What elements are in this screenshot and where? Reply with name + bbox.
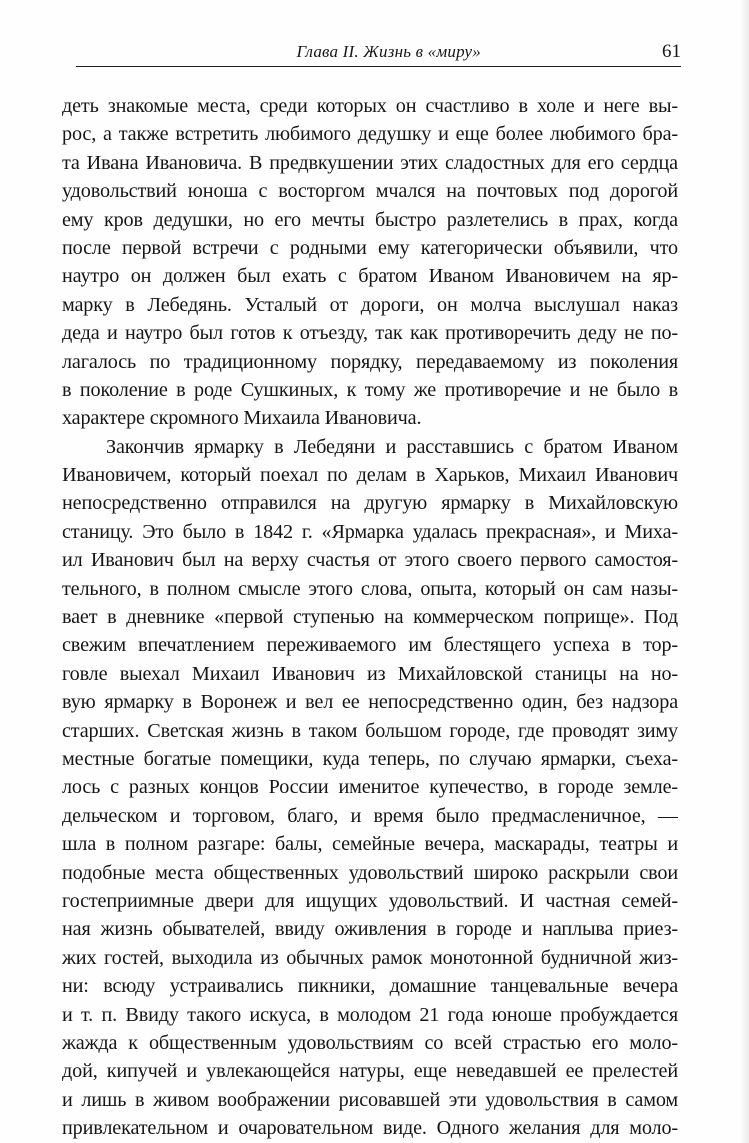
text-line: говле выехал Михаил Иванович из Михайловской станицы на но- xyxy=(62,662,678,685)
text-line: подобные места общественных удовольствий широко раскрыли свои xyxy=(62,861,678,884)
text-line: лагалось по традиционному порядку, передаваемому из поколения xyxy=(62,350,678,373)
text-line: вую ярмарку в Воронеж и вел ее непосредственно один, без надзора xyxy=(62,691,678,714)
text-line: деда и наутро был готов к отъезду, так как противоречить деду не по- xyxy=(62,322,678,345)
text-line: непосредственно отправился на другую ярмарку в Михайловскую xyxy=(62,492,678,515)
text-line: ил Иванович был на верху счастья от этого своего первого самостоя- xyxy=(62,549,678,572)
text-line: Ивановичем, который поехал по делам в Харьков, Михаил Иванович xyxy=(62,464,678,487)
text-line: рос, а также встретить любимого дедушку и еще более любимого бра- xyxy=(62,123,678,146)
page-edge-shadow xyxy=(739,0,749,1143)
text-line: местные богатые помещики, куда теперь, по случаю ярмарки, съеха- xyxy=(62,747,678,770)
text-line: жих гостей, выходила из обычных рамок монотонной будничной жиз- xyxy=(62,946,678,969)
text-line: тельного, в полном смысле этого слова, опыта, который он сам назы- xyxy=(62,577,678,600)
text-line: ни: всюду устраивались пикники, домашние танцевальные вечера xyxy=(62,975,678,998)
page-header xyxy=(76,40,681,67)
text-line: станицу. Это было в 1842 г. «Ярмарка удалась прекрасная», и Миха- xyxy=(62,520,678,543)
text-line: лось с разных концов России именитое купечество, в городе земле- xyxy=(62,776,678,799)
text-line: наутро он должен был ехать с братом Иваном Ивановичем на яр- xyxy=(62,265,678,288)
text-line: и т. п. Ввиду такого искуса, в молодом 21 года юноше пробуждается xyxy=(62,1003,678,1026)
text-line: в поколение в роде Сушкиных, к тому же противоречие и не было в xyxy=(62,378,678,401)
text-line: деть знакомые места, среди которых он счастливо в холе и неге вы- xyxy=(62,95,678,117)
running-head: Глава II. Жизнь в «миру» xyxy=(296,42,481,61)
text-line: ему кров дедушки, но его мечты быстро разлетелись в прах, когда xyxy=(62,208,678,231)
text-line: жажда к общественным удовольствиям со всей страстью его моло- xyxy=(62,1031,678,1054)
text-line: гостеприимные двери для ищущих удовольствий. И частная семей- xyxy=(62,889,678,912)
text-line: шла в полном разгаре: балы, семейные вечера, маскарады, театры и xyxy=(62,833,678,856)
text-line: свежим впечатлением переживаемого им блестящего успеха в тор- xyxy=(62,634,678,657)
text-line: дельческом и торговом, благо, и время было предмасленичное, — xyxy=(62,804,678,827)
body-text xyxy=(62,92,678,1142)
text-line: старших. Светская жизнь в таком большом городе, где проводят зиму xyxy=(62,719,678,742)
text-line: марку в Лебедянь. Усталый от дороги, он молча выслушал наказ xyxy=(62,293,678,316)
text-line: ная жизнь обывателей, ввиду оживления в городе и наплыва приез- xyxy=(62,918,678,941)
text-line: та Ивана Ивановича. В предвкушении этих сладостных для его сердца xyxy=(62,151,678,174)
text-line: характере скромного Михаила Ивановича. xyxy=(62,407,422,430)
text-line: удовольствий юноша с восторгом мчался на почтовых под дорогой xyxy=(62,180,678,203)
text-line: привлекательном и очаровательном виде. Одного желания для моло- xyxy=(62,1117,678,1140)
text-line: Закончив ярмарку в Лебедяни и расставшись с братом Иваном xyxy=(106,435,678,458)
text-line: дой, кипучей и увлекающейся натуры, еще неведавшей ее прелестей xyxy=(62,1060,678,1083)
text-line: вает в дневнике «первой ступенью на коммерческом поприще». Под xyxy=(62,606,678,629)
text-line: после первой встречи с родными ему категорически объявили, что xyxy=(62,236,678,259)
page-number: 61 xyxy=(662,41,681,62)
text-line: и лишь в живом воображении рисовавшей эти удовольствия в самом xyxy=(62,1088,678,1111)
